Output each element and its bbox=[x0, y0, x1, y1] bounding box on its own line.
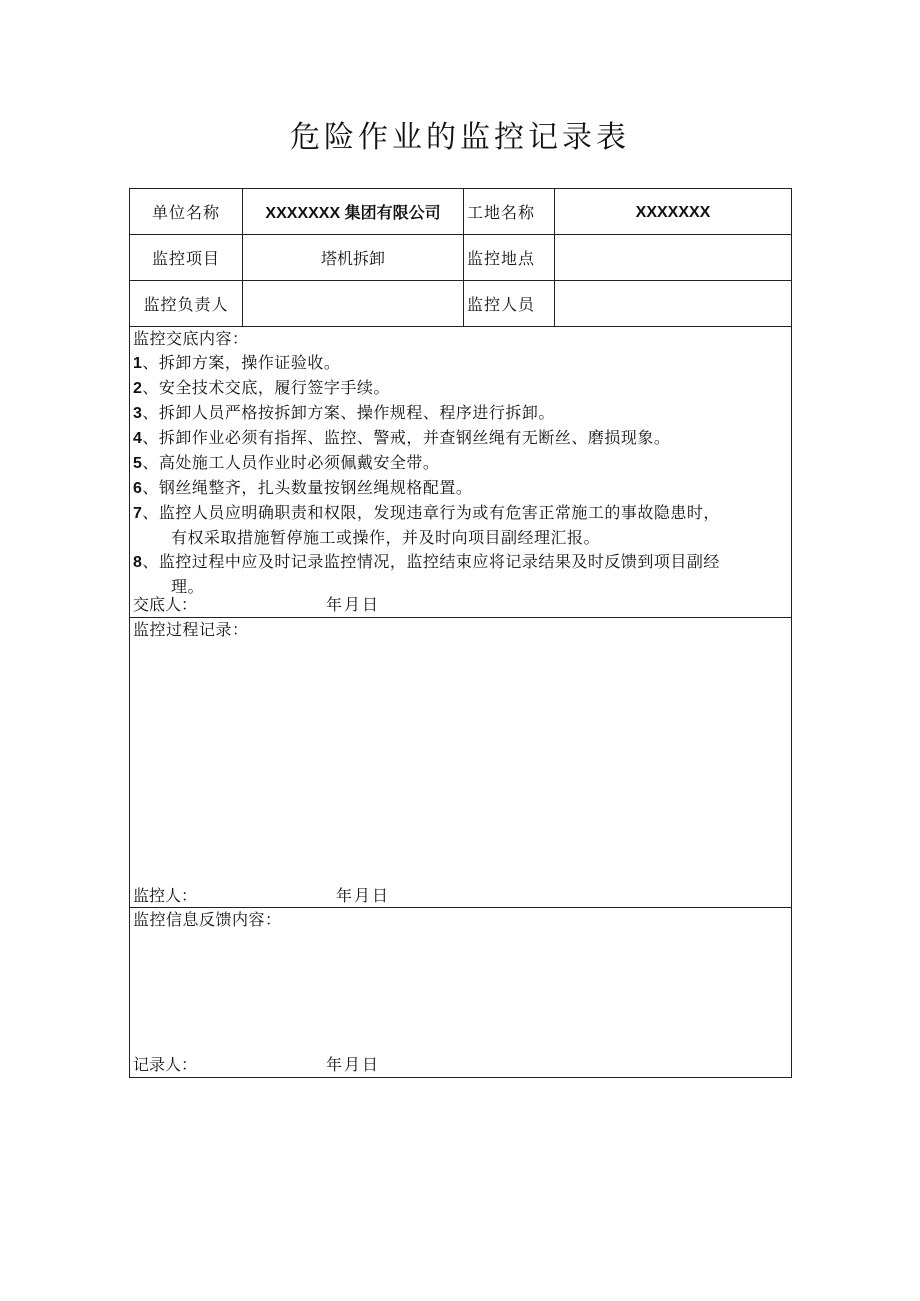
unit-name-field[interactable] bbox=[243, 189, 464, 235]
briefing-item-number: 7 bbox=[133, 505, 143, 522]
row-project-location bbox=[130, 235, 792, 281]
process-sign-date: 年月日 bbox=[336, 886, 391, 905]
briefing-item-text: 、高处施工人员作业时必须佩戴安全带。 bbox=[142, 453, 440, 472]
briefing-item bbox=[133, 476, 787, 501]
staff-label: 监控人员 bbox=[464, 281, 555, 327]
site-name-field[interactable] bbox=[555, 189, 792, 235]
feedback-section bbox=[130, 908, 792, 1078]
briefing-item bbox=[133, 451, 787, 476]
briefing-item bbox=[133, 351, 787, 376]
feedback-area[interactable] bbox=[130, 908, 792, 1078]
project-value: 塔机拆卸 bbox=[320, 249, 385, 268]
site-name-label: 工地名称 bbox=[464, 189, 555, 235]
page-title: 危险作业的监控记录表 bbox=[290, 120, 630, 155]
feedback-sign-date: 年月日 bbox=[326, 1055, 381, 1074]
row-unit-site bbox=[130, 189, 792, 235]
briefing-item bbox=[133, 550, 787, 575]
feedback-sign-row bbox=[133, 1053, 381, 1077]
briefing-item-number: 3 bbox=[133, 405, 143, 422]
unit-name-label: 单位名称 bbox=[130, 189, 243, 235]
briefing-item-text: 、拆卸方案，操作证验收。 bbox=[142, 353, 341, 372]
briefing-item bbox=[133, 401, 787, 426]
briefing-item-number: 6 bbox=[133, 480, 143, 497]
briefing-item-text: 、安全技术交底，履行签字手续。 bbox=[142, 378, 390, 397]
briefing-item bbox=[133, 376, 787, 401]
project-field[interactable] bbox=[243, 235, 464, 281]
unit-name-value: XXXXXXX 集团有限公司 bbox=[265, 205, 441, 222]
feedback-content bbox=[133, 908, 787, 1077]
briefing-item-number: 4 bbox=[133, 430, 143, 447]
site-name-value: XXXXXXX bbox=[635, 203, 711, 221]
process-sign-row bbox=[133, 884, 391, 908]
process-record-area[interactable] bbox=[130, 618, 792, 908]
monitoring-record-table bbox=[129, 188, 792, 1078]
staff-field[interactable] bbox=[555, 281, 792, 327]
project-label: 监控项目 bbox=[130, 235, 243, 281]
location-label: 监控地点 bbox=[464, 235, 555, 281]
briefing-item-text: 、监控过程中应及时记录监控情况，监控结束应将记录结果及时反馈到项目副经 bbox=[142, 552, 720, 571]
feedback-signer-label: 记录人： bbox=[133, 1055, 198, 1074]
process-content bbox=[133, 618, 787, 907]
process-section bbox=[130, 618, 792, 908]
briefing-item-text: 、钢丝绳整齐，扎头数量按钢丝绳规格配置。 bbox=[142, 478, 473, 497]
briefing-item-number: 1 bbox=[133, 355, 143, 372]
briefing-sign-date: 年月日 bbox=[326, 595, 381, 614]
briefing-item-continuation: 理。 bbox=[171, 577, 205, 596]
briefing-content bbox=[133, 327, 787, 617]
briefing-item-number: 5 bbox=[133, 455, 143, 472]
briefing-section bbox=[130, 327, 792, 618]
briefing-list bbox=[133, 351, 787, 599]
row-leader-staff bbox=[130, 281, 792, 327]
feedback-heading: 监控信息反馈内容： bbox=[133, 910, 282, 929]
process-heading: 监控过程记录： bbox=[133, 620, 249, 639]
briefing-heading: 监控交底内容： bbox=[133, 329, 249, 348]
leader-field[interactable] bbox=[243, 281, 464, 327]
process-signer-label: 监控人： bbox=[133, 886, 198, 905]
briefing-item-text: 、拆卸作业必须有指挥、监控、警戒，并查钢丝绳有无断丝、磨损现象。 bbox=[142, 428, 671, 447]
briefing-item bbox=[133, 426, 787, 451]
briefing-item-text: 、拆卸人员严格按拆卸方案、操作规程、程序进行拆卸。 bbox=[142, 403, 555, 422]
briefing-item bbox=[133, 501, 787, 526]
briefing-sign-row bbox=[133, 593, 381, 617]
briefing-item-continuation: 有权采取措施暂停施工或操作，并及时向项目副经理汇报。 bbox=[171, 528, 601, 547]
briefing-item-number: 8 bbox=[133, 554, 143, 571]
briefing-item-text: 、监控人员应明确职责和权限，发现违章行为或有危害正常施工的事故隐患时， bbox=[142, 503, 720, 522]
location-field[interactable] bbox=[555, 235, 792, 281]
briefing-signer-label: 交底人： bbox=[133, 595, 198, 614]
briefing-item-number: 2 bbox=[133, 380, 143, 397]
leader-label: 监控负责人 bbox=[130, 281, 243, 327]
